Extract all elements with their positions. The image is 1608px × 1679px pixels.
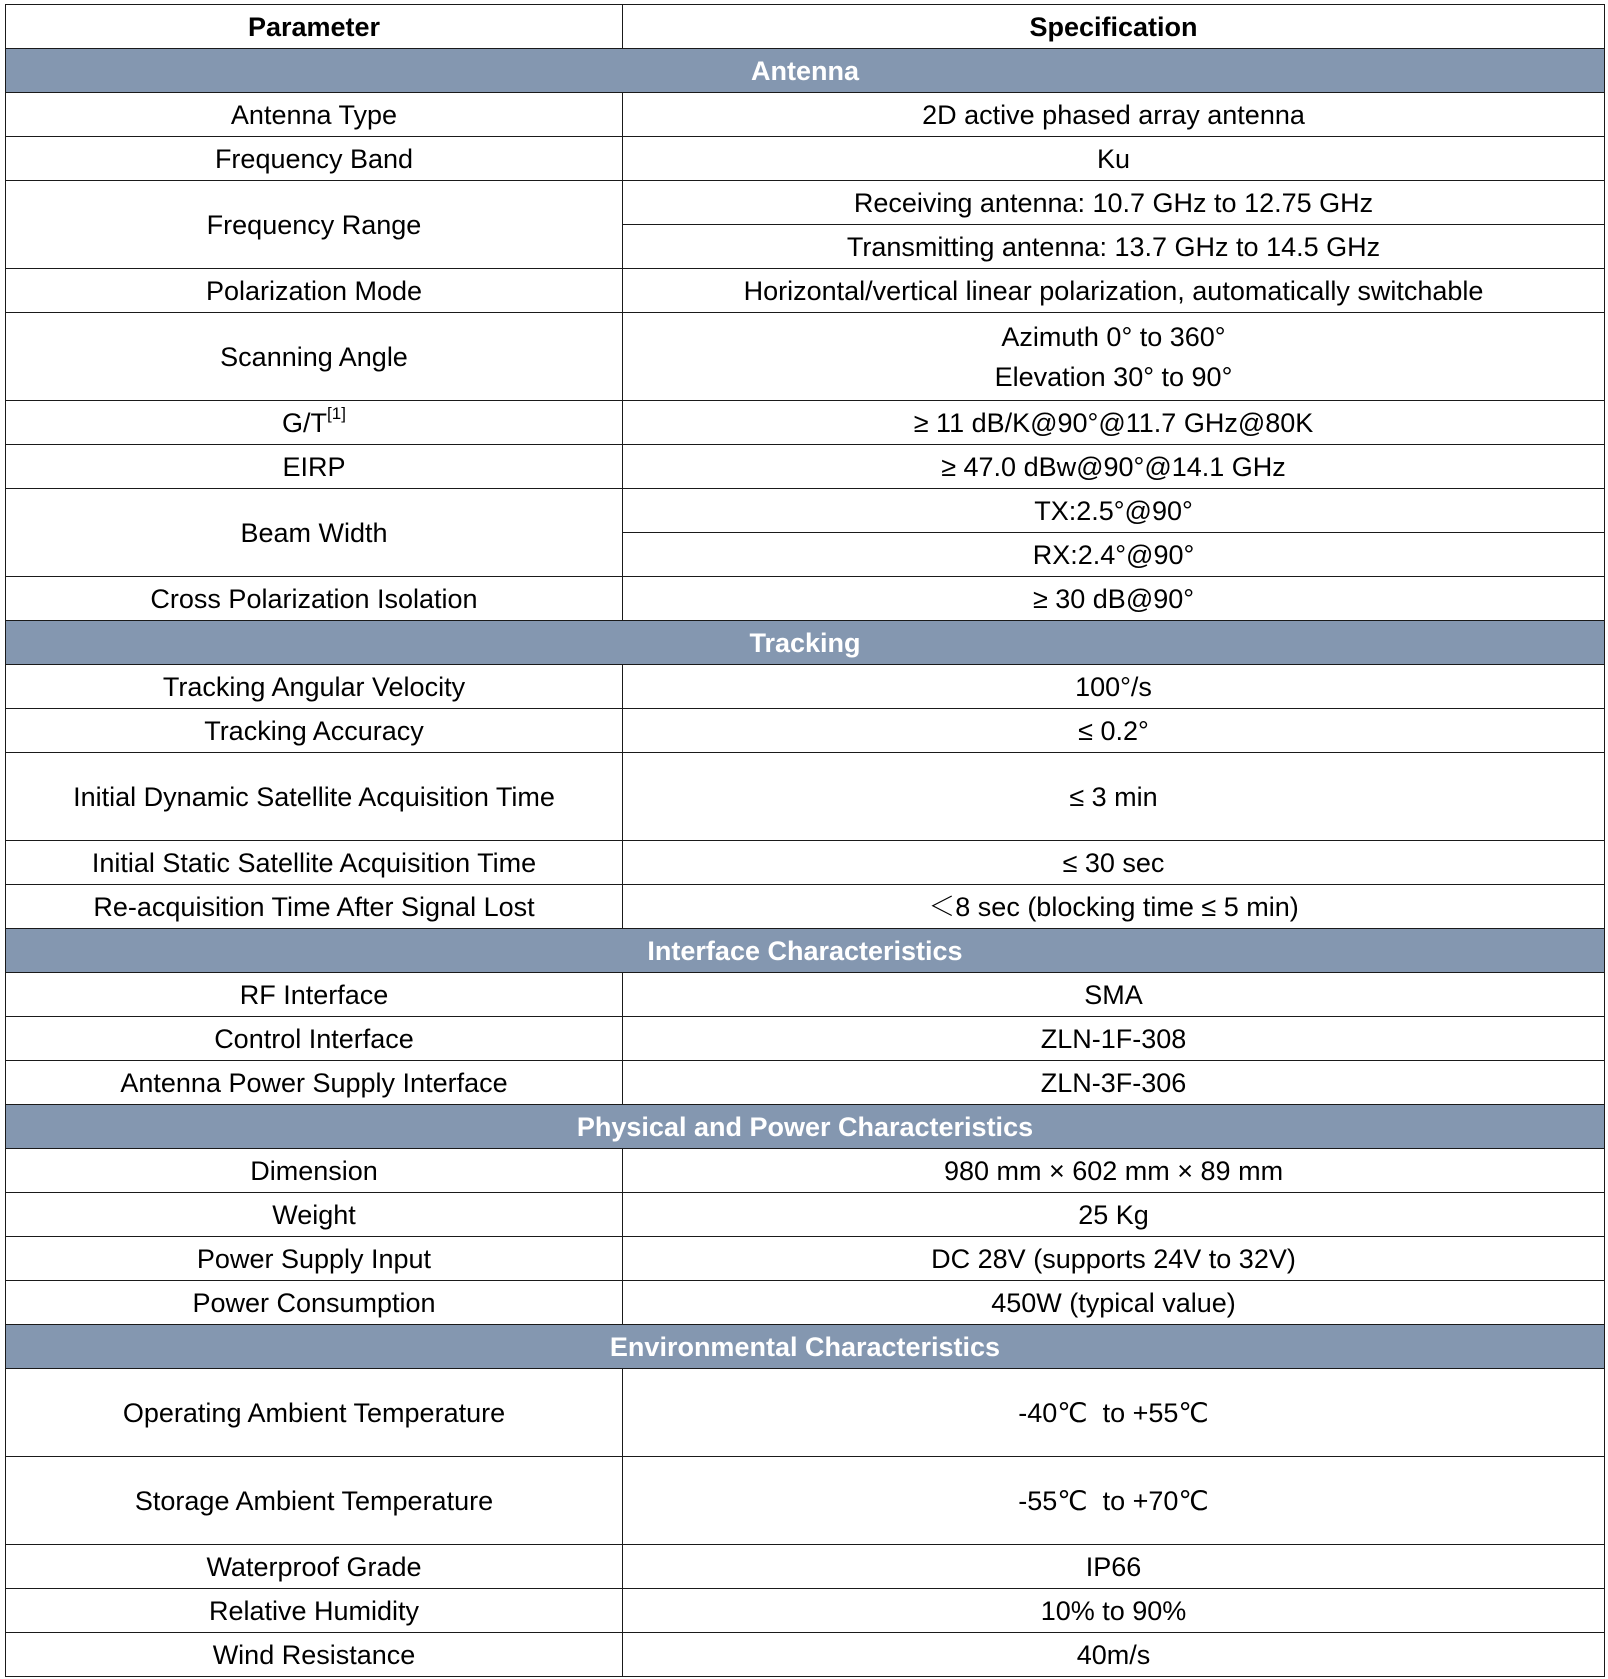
value-rf-interface: SMA: [623, 973, 1605, 1017]
section-heading-physical: Physical and Power Characteristics: [6, 1105, 1605, 1149]
table-row: [6, 93, 1605, 137]
table-row: [6, 841, 1605, 885]
param-wind-resistance: Wind Resistance: [6, 1633, 623, 1677]
param-frequency-range: Frequency Range: [6, 181, 623, 269]
header-specification: Specification: [623, 5, 1605, 49]
specification-table: [5, 4, 1605, 1677]
section-row-tracking: [6, 621, 1605, 665]
value-control-interface: ZLN-1F-308: [623, 1017, 1605, 1061]
param-antenna-type: Antenna Type: [6, 93, 623, 137]
param-beam-width: Beam Width: [6, 489, 623, 577]
param-tracking-accuracy: Tracking Accuracy: [6, 709, 623, 753]
table-row: [6, 181, 1605, 225]
param-control-interface: Control Interface: [6, 1017, 623, 1061]
value-power-interface: ZLN-3F-306: [623, 1061, 1605, 1105]
table-row: [6, 1633, 1605, 1677]
value-frequency-range-tx: Transmitting antenna: 13.7 GHz to 14.5 GHz: [623, 225, 1605, 269]
section-row-antenna: [6, 49, 1605, 93]
value-frequency-band: Ku: [623, 137, 1605, 181]
param-weight: Weight: [6, 1193, 623, 1237]
table-row: [6, 577, 1605, 621]
value-polarization-mode: Horizontal/vertical linear polarization, automatically switchable: [623, 269, 1605, 313]
param-power-consumption: Power Consumption: [6, 1281, 623, 1325]
header-parameter: Parameter: [6, 5, 623, 49]
scan-azimuth-text: Azimuth 0° to 360°: [1001, 321, 1226, 352]
param-dimension: Dimension: [6, 1149, 623, 1193]
table-row: [6, 445, 1605, 489]
table-row: [6, 1149, 1605, 1193]
value-power-input: DC 28V (supports 24V to 32V): [623, 1237, 1605, 1281]
value-power-consumption: 450W (typical value): [623, 1281, 1605, 1325]
header-row: [6, 5, 1605, 49]
section-row-physical: [6, 1105, 1605, 1149]
param-storage-temperature: Storage Ambient Temperature: [6, 1457, 623, 1545]
value-storage-temperature: -55℃ to +70℃: [623, 1457, 1605, 1545]
value-cross-polarization: ≥ 30 dB@90°: [623, 577, 1605, 621]
value-operating-temperature: -40℃ to +55℃: [623, 1369, 1605, 1457]
value-waterproof-grade: IP66: [623, 1545, 1605, 1589]
param-tracking-velocity: Tracking Angular Velocity: [6, 665, 623, 709]
value-weight: 25 Kg: [623, 1193, 1605, 1237]
value-static-acquisition: ≤ 30 sec: [623, 841, 1605, 885]
gt-footnote-marker: [1]: [327, 403, 346, 423]
value-frequency-range-rx: Receiving antenna: 10.7 GHz to 12.75 GHz: [623, 181, 1605, 225]
param-cross-polarization: Cross Polarization Isolation: [6, 577, 623, 621]
table-row: [6, 665, 1605, 709]
table-row: [6, 1281, 1605, 1325]
value-wind-resistance: 40m/s: [623, 1633, 1605, 1677]
section-row-environmental: [6, 1325, 1605, 1369]
param-rf-interface: RF Interface: [6, 973, 623, 1017]
section-heading-interface: Interface Characteristics: [6, 929, 1605, 973]
table-row: [6, 269, 1605, 313]
value-beam-width-tx: TX:2.5°@90°: [623, 489, 1605, 533]
param-reacquisition: Re-acquisition Time After Signal Lost: [6, 885, 623, 929]
value-dynamic-acquisition: ≤ 3 min: [623, 753, 1605, 841]
param-operating-temperature: Operating Ambient Temperature: [6, 1369, 623, 1457]
table-row: [6, 1017, 1605, 1061]
param-waterproof-grade: Waterproof Grade: [6, 1545, 623, 1589]
table-row: [6, 709, 1605, 753]
table-row: [6, 1193, 1605, 1237]
value-antenna-type: 2D active phased array antenna: [623, 93, 1605, 137]
param-scanning-angle: Scanning Angle: [6, 313, 623, 401]
value-eirp: ≥ 47.0 dBw@90°@14.1 GHz: [623, 445, 1605, 489]
param-power-interface: Antenna Power Supply Interface: [6, 1061, 623, 1105]
table-row: [6, 973, 1605, 1017]
value-tracking-velocity: 100°/s: [623, 665, 1605, 709]
table-row: [6, 1545, 1605, 1589]
gt-label-text: G/T: [282, 407, 328, 438]
table-row: [6, 489, 1605, 533]
param-static-acquisition: Initial Static Satellite Acquisition Time: [6, 841, 623, 885]
table-row: [6, 753, 1605, 841]
param-frequency-band: Frequency Band: [6, 137, 623, 181]
value-beam-width-rx: RX:2.4°@90°: [623, 533, 1605, 577]
param-polarization-mode: Polarization Mode: [6, 269, 623, 313]
value-dimension: 980 mm × 602 mm × 89 mm: [623, 1149, 1605, 1193]
table-row: [6, 1061, 1605, 1105]
table-row: [6, 1369, 1605, 1457]
table-row: [6, 1237, 1605, 1281]
param-relative-humidity: Relative Humidity: [6, 1589, 623, 1633]
value-relative-humidity: 10% to 90%: [623, 1589, 1605, 1633]
table-row: [6, 885, 1605, 929]
param-power-input: Power Supply Input: [6, 1237, 623, 1281]
param-dynamic-acquisition: Initial Dynamic Satellite Acquisition Time: [6, 753, 623, 841]
section-heading-antenna: Antenna: [6, 49, 1605, 93]
value-reacquisition: ＜8 sec (blocking time ≤ 5 min): [623, 885, 1605, 929]
table-row: [6, 1457, 1605, 1545]
value-scanning-angle: [623, 313, 1605, 401]
section-heading-environmental: Environmental Characteristics: [6, 1325, 1605, 1369]
section-heading-tracking: Tracking: [6, 621, 1605, 665]
value-gt: ≥ 11 dB/K@90°@11.7 GHz@80K: [623, 401, 1605, 445]
param-gt: [6, 401, 623, 445]
param-eirp: EIRP: [6, 445, 623, 489]
table-row: [6, 401, 1605, 445]
scan-elevation-text: Elevation 30° to 90°: [994, 361, 1233, 392]
table-row: [6, 313, 1605, 401]
table-row: [6, 137, 1605, 181]
value-tracking-accuracy: ≤ 0.2°: [623, 709, 1605, 753]
table-row: [6, 1589, 1605, 1633]
section-row-interface: [6, 929, 1605, 973]
